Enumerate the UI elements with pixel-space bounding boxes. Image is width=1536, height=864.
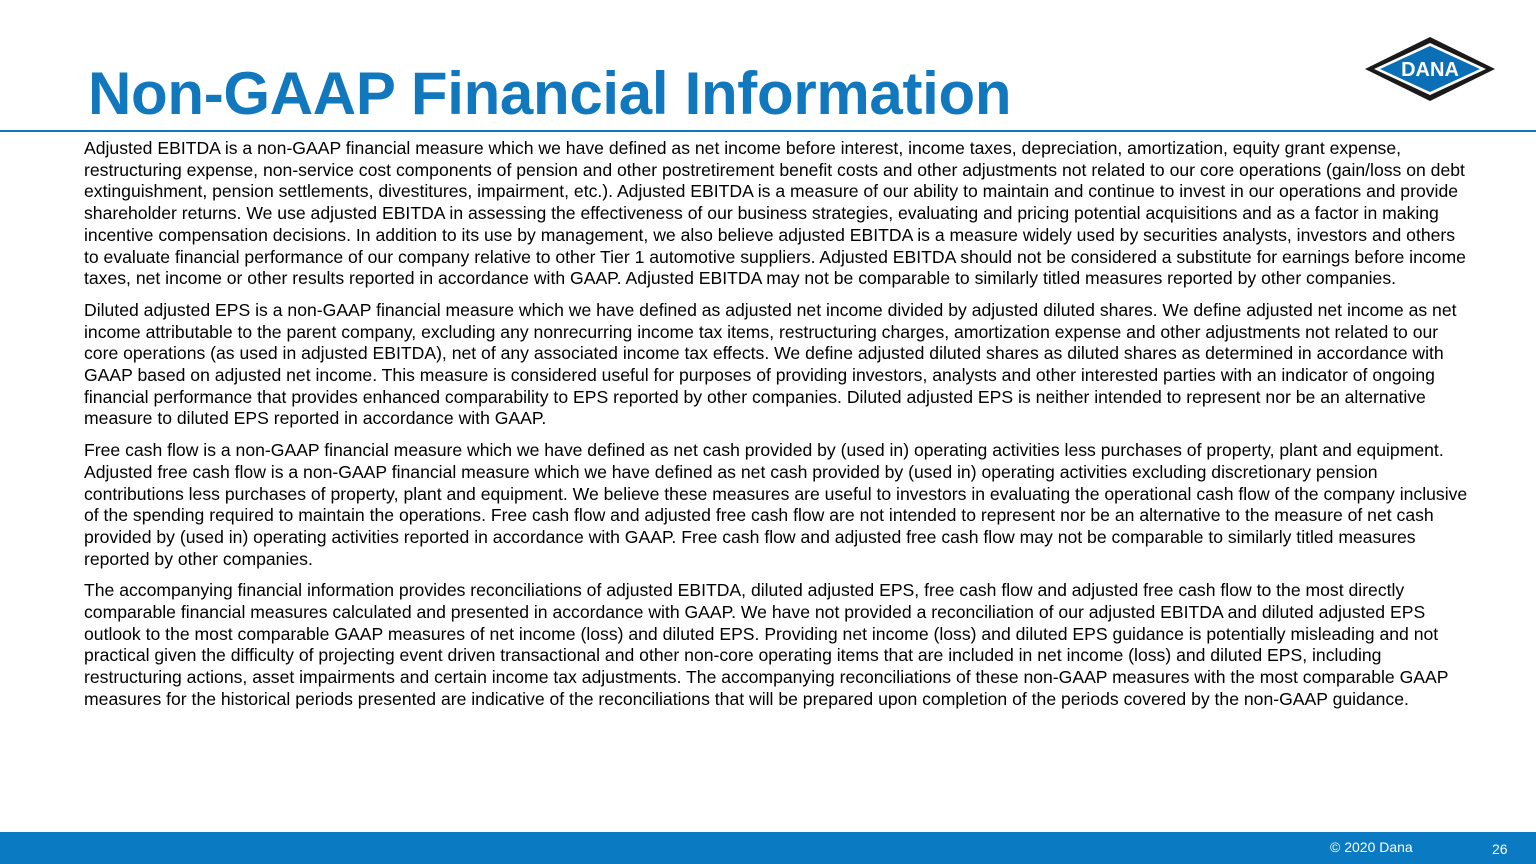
paragraph-diluted-adjusted-eps: Diluted adjusted EPS is a non-GAAP financial measure which we have defined as adjusted net income divided by adjusted diluted shares. We define adjusted net income as net income attributable to the parent company, excluding any nonrecurring income tax items, restructuring charges, amortization expense and other adjustments not related to our core operations (as used in adjusted EBITDA), net of any associated income tax effects. We define adjusted diluted shares as diluted shares as determined in accordance with GAAP based on adjusted net income. This measure is considered useful for purposes of providing investors, analysts and other interested parties with an indicator of ongoing financial performance that provides enhanced comparability to EPS reported by other companies. Diluted adjusted EPS is neither intended to represent nor be an alternative measure to diluted EPS reported in accordance with GAAP. <box>84 299 1457 429</box>
paragraph-free-cash-flow: Free cash flow is a non-GAAP financial measure which we have defined as net cash provided by (used in) operating activities less purchases of property, plant and equipment. Adjusted free cash flow is a non-GAAP financial measure which we have defined as net cash provided by (used in) operating activities excluding discretionary pension contributions less purchases of property, plant and equipment. We believe these measures are useful to investors in evaluating the operational cash flow of the company inclusive of the spending required to maintain the operations. Free cash flow and adjusted free cash flow are not intended to represent nor be an alternative to the measure of net cash provided by (used in) operating activities reported in accordance with GAAP. Free cash flow and adjusted free cash flow may not be comparable to similarly titled measures reported by other companies. <box>84 440 1468 569</box>
copyright-text: © 2020 Dana <box>1330 839 1413 855</box>
logo-text: DANA <box>1401 59 1459 81</box>
paragraph-reconciliations: The accompanying financial information provides reconciliations of adjusted EBITDA, diluted adjusted EPS, free cash flow and adjusted free cash flow to the most directly comparable financial measures calculated and presented in accordance with GAAP. We have not provided a reconciliation of our adjusted EBITDA and diluted adjusted EPS outlook to the most comparable GAAP measures of net income (loss) and diluted EPS. Providing net income (loss) and diluted EPS guidance is potentially misleading and not practical given the difficulty of projecting event driven transactional and other non-core operating items that are included in net income (loss) and diluted EPS, including restructuring actions, asset impairments and certain income tax adjustments. The accompanying reconciliations of these non-GAAP measures with the most comparable GAAP measures for the historical periods presented are indicative of the reconciliations that will be prepared upon completion of the periods covered by the non-GAAP guidance. <box>84 580 1449 709</box>
body-text <box>84 138 1474 721</box>
paragraph-adjusted-ebitda: Adjusted EBITDA is a non-GAAP financial measure which we have defined as net income before interest, income taxes, depreciation, amortization, equity grant expense, restructuring expense, non-service cost components of pension and other postretirement benefit costs and other adjustments not related to our core operations (gain/loss on debt extinguishment, pension settlements, divestitures, impairment, etc.). Adjusted EBITDA is a measure of our ability to maintain and continue to invest in our operations and provide shareholder returns. We use adjusted EBITDA in assessing the effectiveness of our business strategies, evaluating and pricing potential acquisitions and as a factor in making incentive compensation decisions. In addition to its use by management, we also believe adjusted EBITDA is a measure widely used by securities analysts, investors and others to evaluate financial performance of our company relative to other Tier 1 automotive suppliers. Adjusted EBITDA should not be considered a substitute for earnings before income taxes, net income or other results reported in accordance with GAAP. Adjusted EBITDA may not be comparable to similarly titled measures reported by other companies. <box>84 138 1466 289</box>
dana-logo-icon <box>1364 36 1496 102</box>
title-divider <box>0 130 1536 132</box>
page-number: 26 <box>1492 841 1508 857</box>
slide-title: Non-GAAP Financial Information <box>88 60 1012 127</box>
footer-bar <box>0 832 1536 864</box>
